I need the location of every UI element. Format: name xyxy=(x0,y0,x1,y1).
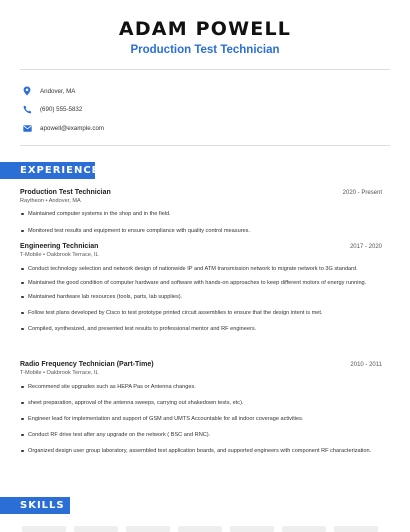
phone-icon xyxy=(22,105,32,115)
bullet-item: Conduct technology selection and network design of nationwide IP and ATM transmission network to migrate network to 3G standard. xyxy=(20,265,382,273)
contact-email-text[interactable]: apowell@example.com xyxy=(40,124,105,132)
contact-location xyxy=(22,82,104,100)
job-company: T-Mobile • Oakbrook Terrace, IL xyxy=(20,252,99,258)
resume-header xyxy=(0,0,410,56)
candidate-title: Production Test Technician xyxy=(130,44,280,56)
job-company: Raytheon • Andover, MA xyxy=(20,198,81,204)
bullet-item: Monitored test results and equipment to ensure compliance with quality control measures. xyxy=(20,227,382,235)
skill-item xyxy=(126,526,170,532)
bullet-item: Follow test plans developed by Cisco to test prototype printed circuit assemblies to ensure that the design intent is met. xyxy=(20,309,382,317)
skill-item xyxy=(22,526,66,532)
skill-item xyxy=(334,526,378,532)
contact-phone xyxy=(22,101,104,119)
skill-item xyxy=(230,526,274,532)
skill-item xyxy=(282,526,326,532)
job-dates: 2010 - 2011 xyxy=(350,362,382,368)
bullet-item: sheet preparation, approval of the antenna sweeps, carrying out shakedown tests, etc). xyxy=(20,399,382,407)
contact-location-text: Andover, MA xyxy=(40,87,76,95)
experience-section-header: EXPERIENCE xyxy=(0,162,95,179)
job-bullets xyxy=(20,383,382,455)
skill-item xyxy=(178,526,222,532)
experience-item xyxy=(20,243,382,333)
skills-list xyxy=(22,526,378,532)
bullet-item: Recommend site upgrades such as HEPA Pas or Antenna changes. xyxy=(20,383,382,391)
header-divider xyxy=(20,69,390,70)
bullet-item: Organized design user group laboratory, assembled test application boards, and supported engineers with component RF characterization. xyxy=(20,447,382,455)
job-title: Production Test Technician xyxy=(20,189,111,196)
job-company: T-Mobile • Oakbrook Terrace, IL xyxy=(20,370,99,376)
bullet-item: Maintained hardware lab resources (tools, parts, lab supplies). xyxy=(20,293,382,301)
bullet-item: Conduct RF drive test after any upgrade on the network ( BSC and RNC). xyxy=(20,431,382,439)
experience-item xyxy=(20,361,382,455)
bullet-item: Engineer lead for implementation and support of GSM and UMTS Accountable for all indoor coverage activities. xyxy=(20,415,382,423)
bullet-item: Maintained computer systems in the shop and in the field. xyxy=(20,210,382,218)
email-icon xyxy=(22,123,32,133)
job-dates: 2017 - 2020 xyxy=(349,244,382,250)
job-bullets xyxy=(20,210,382,235)
bullet-item: Compiled, synthesized, and presented test results to professional mentor and RF engineers. xyxy=(20,325,382,333)
contact-divider xyxy=(20,145,390,146)
skills-section-header: SKILLS xyxy=(0,497,70,514)
job-title: Engineering Technician xyxy=(20,243,99,250)
contact-list xyxy=(22,82,104,138)
location-pin-icon xyxy=(22,86,32,96)
job-title: Radio Frequency Technician (Part-Time) xyxy=(20,361,154,368)
skill-item xyxy=(74,526,118,532)
experience-item xyxy=(20,189,382,235)
job-bullets xyxy=(20,265,382,333)
candidate-name: ADAM POWELL xyxy=(118,18,292,40)
contact-phone-text: (690) 555-5832 xyxy=(40,106,83,113)
job-dates: 2020 - Present xyxy=(342,190,382,196)
contact-email[interactable] xyxy=(22,119,104,137)
bullet-item: Maintained the good condition of computer hardware and software with hands-on approaches to keep different motors of energy running. xyxy=(20,279,382,287)
